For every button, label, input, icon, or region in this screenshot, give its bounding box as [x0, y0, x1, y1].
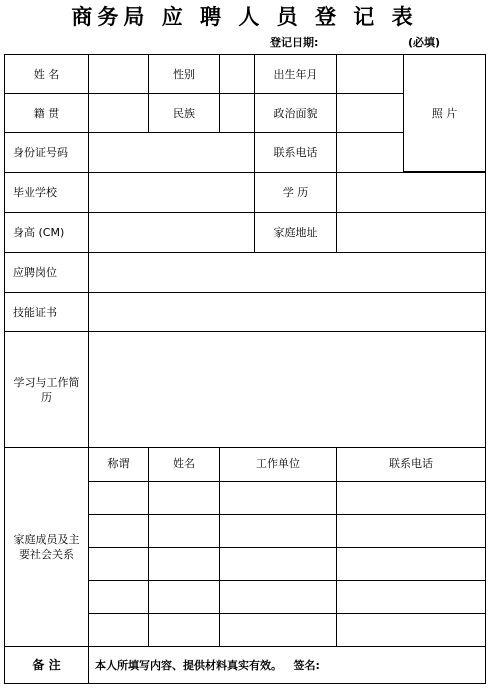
family-header-phone: 联系电话: [336, 447, 486, 482]
field-name[interactable]: [88, 54, 149, 94]
field-school[interactable]: [88, 172, 255, 213]
field-gender[interactable]: [219, 54, 255, 94]
form-title: 商务局 应 聘 人 员 登 记 表: [71, 4, 418, 29]
label-school: 毕业学校: [4, 172, 89, 213]
family-cell[interactable]: [219, 580, 337, 614]
field-position[interactable]: [88, 252, 486, 293]
family-cell[interactable]: [336, 547, 486, 581]
family-cell[interactable]: [148, 613, 220, 647]
field-ethnicity[interactable]: [219, 93, 255, 133]
family-cell[interactable]: [219, 613, 337, 647]
family-cell[interactable]: [148, 481, 220, 515]
family-cell[interactable]: [336, 514, 486, 548]
family-cell[interactable]: [88, 514, 149, 548]
field-hometown[interactable]: [88, 93, 149, 133]
family-cell[interactable]: [219, 547, 337, 581]
family-cell[interactable]: [88, 481, 149, 515]
field-birth[interactable]: [336, 54, 404, 94]
label-skills: 技能证书: [4, 292, 89, 332]
family-cell[interactable]: [148, 514, 220, 548]
family-cell[interactable]: [148, 547, 220, 581]
family-cell[interactable]: [336, 481, 486, 515]
field-skills[interactable]: [88, 292, 486, 332]
label-politics: 政治面貌: [254, 93, 337, 133]
family-cell[interactable]: [88, 613, 149, 647]
family-header-title: 称谓: [88, 447, 149, 482]
label-name: 姓 名: [4, 54, 89, 94]
label-ethnicity: 民族: [148, 93, 220, 133]
label-hometown: 籍 贯: [4, 93, 89, 133]
label-address: 家庭地址: [254, 212, 337, 253]
label-remarks: 备 注: [4, 646, 89, 684]
label-resume: 学习与工作简历: [4, 331, 89, 448]
label-education: 学 历: [254, 172, 337, 213]
label-position: 应聘岗位: [4, 252, 89, 293]
required-note: (必填): [408, 36, 441, 49]
label-phone: 联系电话: [254, 132, 337, 173]
field-address[interactable]: [336, 212, 486, 253]
field-education[interactable]: [336, 172, 486, 213]
field-id-number[interactable]: [88, 132, 255, 173]
label-id-number: 身份证号码: [4, 132, 89, 173]
family-header-employer: 工作单位: [219, 447, 337, 482]
field-phone[interactable]: [336, 132, 404, 173]
label-gender: 性别: [148, 54, 220, 94]
field-height[interactable]: [88, 212, 255, 253]
family-cell[interactable]: [88, 547, 149, 581]
field-resume[interactable]: [88, 331, 486, 448]
family-header-name: 姓名: [148, 447, 220, 482]
family-cell[interactable]: [336, 580, 486, 614]
family-cell[interactable]: [148, 580, 220, 614]
remarks-statement: 本人所填写内容、提供材料真实有效。 签名:: [88, 646, 486, 684]
registration-date-label: 登记日期:: [270, 36, 319, 49]
family-cell[interactable]: [219, 514, 337, 548]
family-cell[interactable]: [88, 580, 149, 614]
family-cell[interactable]: [336, 613, 486, 647]
family-cell[interactable]: [219, 481, 337, 515]
label-birth: 出生年月: [254, 54, 337, 94]
photo-box[interactable]: 照 片: [403, 54, 486, 172]
label-height: 身高 (CM): [4, 212, 89, 253]
field-politics[interactable]: [336, 93, 404, 133]
label-family: 家庭成员及主要社会关系: [4, 447, 89, 647]
